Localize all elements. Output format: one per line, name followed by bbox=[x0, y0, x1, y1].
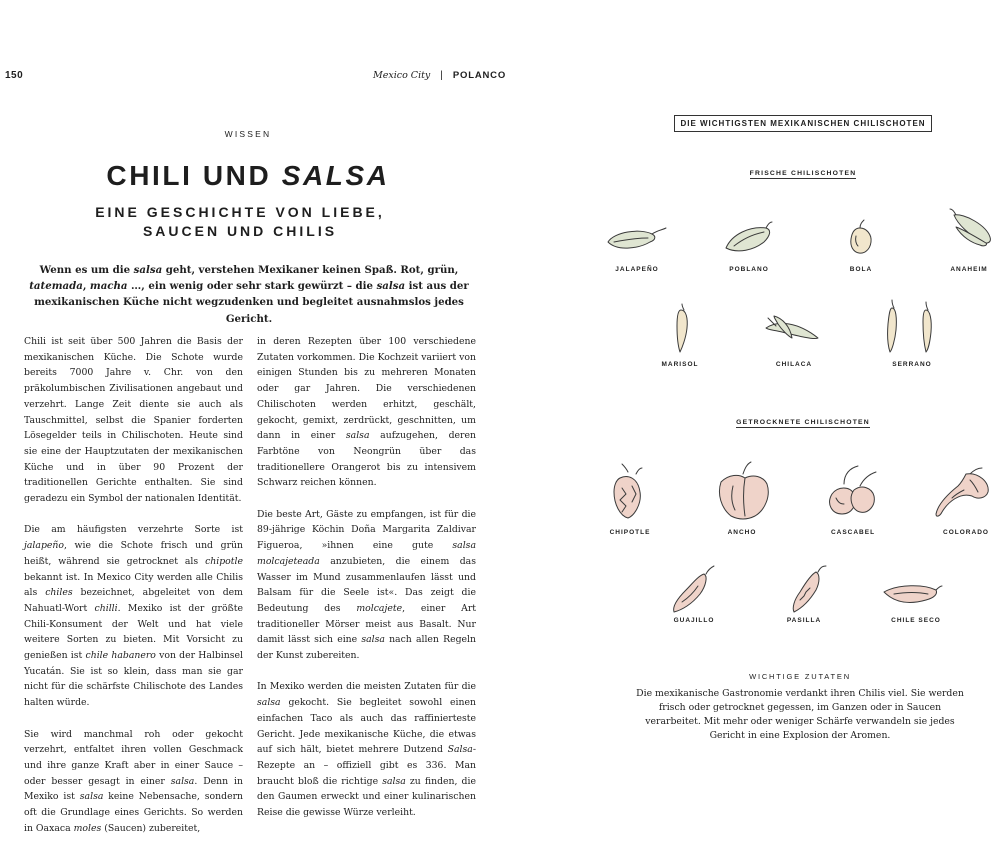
chili-stem-line bbox=[860, 472, 876, 486]
chili-stem-line bbox=[936, 586, 942, 590]
running-header bbox=[373, 70, 506, 81]
chili-stem-line bbox=[926, 302, 928, 310]
body-text-run: jalapeño bbox=[24, 540, 64, 552]
chili-stem-line bbox=[636, 468, 642, 474]
body-text-run: in deren Rezepten über 100 verschiedene Zutaten vorkommen. Die Kochzeit variiert von einigen Stunden bis zu mehreren Monaten oder gar Jahren. Die verschiedenen Chilischoten werden erhitzt, geschält, gekocht, gemixt, zerdrückt, geschnitten, um dann in einer bbox=[257, 336, 476, 442]
chili-body bbox=[851, 228, 871, 253]
bola-illustration bbox=[846, 220, 876, 260]
running-header-district: POLANCO bbox=[452, 70, 507, 81]
body-text-run: zu finden, die den Gaumen erweckt und einer kulinarischen Reise die gewisse Würze verleiht. bbox=[257, 775, 476, 819]
dried-chilis-heading bbox=[720, 419, 886, 426]
fresh-chilis-heading-text: FRISCHE CHILISCHOTEN bbox=[749, 170, 857, 177]
body-text-run: salsa bbox=[345, 430, 370, 442]
body-column-2 bbox=[257, 334, 476, 836]
body-text-run: . Mexiko ist der größte Chili-Konsument der Welt und hat viele weitere Sorten zu bieten. Mit Vorsicht zu genießen ist bbox=[24, 602, 243, 662]
ingredients-note-text: Die mexikanische Gastronomie verdankt ihren Chilis viel. Sie werden frisch oder getrocknet gegessen, im Ganzen oder in Saucen verarbeitet. Mit mehr oder weniger Schärfe verwandeln sie jedes Gericht in eine Explosion der Aromen. bbox=[636, 688, 964, 741]
body-text-run: keine Nebensache, sondern oft die Grundlage eines Gerichts. So werden in Oaxaca bbox=[24, 791, 244, 834]
dried-chilis-heading-text: GETROCKNETE CHILISCHOTEN bbox=[736, 419, 870, 426]
chili-label-ancho: ANCHO bbox=[727, 529, 757, 536]
chili-body bbox=[851, 487, 874, 512]
body-text-run: Salsa bbox=[447, 744, 473, 756]
body-text-run: salsa bbox=[170, 775, 195, 787]
article-subtitle-line1: EINE GESCHICHTE VON LIEBE, bbox=[95, 204, 385, 220]
body-text-run: salsa molcajeteada bbox=[257, 540, 476, 567]
body-text-run: In Mexiko werden die meisten Zutaten für die bbox=[257, 681, 476, 693]
body-text-run: nach allen Regeln der Kunst zubereiten. bbox=[257, 634, 476, 662]
body-text-run: salsa bbox=[79, 791, 104, 803]
chili-stem-line bbox=[818, 566, 826, 572]
body-text-run: molcajete bbox=[356, 602, 403, 614]
lead-text-run: geht, verstehen Mexikaner keinen Spaß. Rot, grün, bbox=[162, 264, 459, 276]
chili-label-bola: BOLA bbox=[849, 266, 873, 273]
article-lead bbox=[24, 262, 474, 327]
ingredients-note-heading: WICHTIGE ZUTATEN bbox=[749, 672, 851, 681]
running-header-separator: | bbox=[440, 70, 443, 81]
chipotle-illustration bbox=[608, 464, 652, 524]
body-text-run: , einer Art traditioneller Mörser meist aus Basalt. Nur damit lässt sich eine bbox=[257, 602, 477, 646]
body-text-run: chiles bbox=[45, 587, 73, 599]
chili-label-guajillo: GUAJILLO bbox=[673, 617, 715, 624]
lead-text-run: salsa bbox=[133, 264, 163, 276]
body-paragraph bbox=[24, 522, 243, 710]
body-text-run: -Rezepte an – offiziell gibt es 336. Man braucht bloß die richtige bbox=[257, 744, 476, 787]
lead-text-run: tatemada bbox=[29, 280, 83, 293]
chili-stem-line bbox=[622, 464, 628, 472]
chili-stem-line bbox=[706, 566, 714, 574]
chili-stem-line bbox=[950, 209, 956, 215]
lead-text-run: …, ein wenig oder sehr stark gewürzt – die bbox=[127, 280, 377, 293]
body-column-1 bbox=[24, 334, 243, 852]
jalapeno-illustration bbox=[600, 222, 670, 256]
chili-stem-line bbox=[743, 462, 751, 474]
body-text-run: bekannt ist. In Mexico City werden alle Chilis als bbox=[24, 571, 243, 599]
article-title-part2: SALSA bbox=[281, 160, 390, 191]
body-text-run: Chili ist seit über 500 Jahren die Basis der mexikanischen Küche. Die Schote wurde bereits 7000 Jahre v. Chr. von den präkolumbischen Zivilisationen angebaut und verzehrt. Lange Zeit diente sie auch als Tauschmittel, selbst die Spanier forderten Lösegelder teils in Chilischoten. Heute sind sie eine der Hauptzutaten der mexikanischen Küche und in über 90 Prozent der traditionellen Gerichte enthalten. Sie sind geradezu ein Symbol der nationalen Identität. bbox=[24, 336, 243, 505]
article-kicker: WISSEN bbox=[224, 129, 272, 139]
lead-text-run: Wenn es um die bbox=[39, 264, 134, 276]
chile-seco-illustration bbox=[878, 580, 942, 610]
body-text-run: salsa bbox=[382, 775, 406, 787]
infographic-title: DIE WICHTIGSTEN MEXIKANISCHEN CHILISCHOTEN bbox=[674, 115, 932, 132]
lead-text-run: , bbox=[82, 280, 90, 293]
article-subtitle bbox=[0, 203, 480, 241]
chili-stem-line bbox=[844, 466, 858, 484]
chili-stem-line bbox=[652, 228, 666, 234]
body-paragraph bbox=[24, 727, 243, 837]
body-paragraph bbox=[257, 334, 476, 491]
body-text-run: . Denn in Mexiko ist bbox=[24, 775, 243, 803]
article-title bbox=[0, 160, 496, 192]
chili-label-anaheim: ANAHEIM bbox=[950, 266, 988, 273]
chili-body bbox=[936, 474, 988, 516]
body-text-run: Die beste Art, Gäste zu empfangen, ist für die 89-jährige Köchin Doña Margarita Zaldivar Figueroa, »ihnen eine gute bbox=[257, 508, 476, 552]
chili-label-marisol: MARISOL bbox=[661, 361, 699, 368]
anaheim-illustration bbox=[946, 205, 996, 255]
article-title-part1: CHILI UND bbox=[106, 160, 282, 191]
page-number: 150 bbox=[5, 70, 24, 81]
chilaca-illustration bbox=[762, 308, 822, 348]
body-text-run: von der Halbinsel Yucatán. Sie ist so klein, dass man sie gar nicht für die schärfste Chilischote des Landes halten würde. bbox=[24, 650, 244, 709]
chili-body bbox=[923, 310, 931, 352]
chili-label-serrano: SERRANO bbox=[892, 361, 932, 368]
body-paragraph bbox=[257, 507, 476, 664]
chili-label-pasilla: PASILLA bbox=[786, 617, 822, 624]
body-text-run: anzubieten, die einem das Wasser im Mund zusammenlaufen lässt und Balsam für die Seele ist«. Das zeigt die Bedeutung des bbox=[257, 555, 476, 614]
guajillo-illustration bbox=[668, 566, 718, 614]
chili-body bbox=[888, 308, 897, 352]
chili-body bbox=[726, 228, 770, 251]
body-text-run: salsa bbox=[257, 697, 281, 709]
chili-body bbox=[677, 310, 687, 352]
chili-body bbox=[884, 586, 937, 603]
body-text-run: bezeichnet, abgeleitet von dem Nahuatl-Wort bbox=[24, 587, 244, 614]
chili-label-cascabel: CASCABEL bbox=[830, 529, 876, 536]
chili-label-chipotle: CHIPOTLE bbox=[609, 529, 651, 536]
body-text-run: chipotle bbox=[205, 555, 243, 567]
chili-body bbox=[674, 574, 706, 612]
body-text-run: moles bbox=[73, 822, 102, 834]
body-text-run: Die am häufigsten verzehrte Sorte ist bbox=[24, 524, 243, 536]
chili-label-chile-seco: CHILE SECO bbox=[891, 617, 941, 624]
body-text-run: (Saucen) zubereitet, bbox=[101, 822, 201, 834]
chili-label-jalapeno: JALAPEÑO bbox=[615, 266, 659, 273]
body-text-run: aufzugehen, deren Farbtöne von Neongrün über das traditionellere Orangerot bis zu intensivem Schwarz reichen können. bbox=[257, 430, 476, 489]
chili-body bbox=[614, 477, 640, 518]
fresh-chilis-heading bbox=[720, 170, 886, 177]
chili-label-poblano: POBLANO bbox=[729, 266, 769, 273]
pasilla-illustration bbox=[786, 566, 830, 614]
chili-stem-line bbox=[860, 220, 864, 228]
body-text-run: gekocht. Sie begleitet sowohl einen einfachen Taco als auch das raffinierteste Gericht. Jede mexikanische Küche, die etwas auf sich hält, bietet mehrere Dutzend bbox=[257, 697, 476, 756]
lead-text-run: ist aus der mexikanischen Küche nicht wegzudenken und begleitet ausnahmslos jedes Gericht. bbox=[34, 280, 469, 325]
body-text-run: salsa bbox=[361, 634, 385, 646]
body-paragraph bbox=[24, 334, 243, 507]
lead-text-run: salsa bbox=[376, 280, 406, 293]
body-text-run: , wie die Schote frisch und grün heißt, während sie getrocknet als bbox=[24, 540, 243, 567]
article-subtitle-line2: SAUCEN UND CHILIS bbox=[142, 223, 338, 239]
chili-stem-line bbox=[892, 300, 894, 308]
chili-label-chilaca: CHILACA bbox=[775, 361, 813, 368]
ancho-illustration bbox=[715, 462, 773, 524]
running-header-city: Mexico City bbox=[373, 70, 431, 81]
chili-stem-line bbox=[766, 222, 772, 228]
marisol-illustration bbox=[672, 304, 692, 354]
cascabel-illustration bbox=[820, 464, 880, 520]
colorado-illustration bbox=[932, 468, 994, 524]
chili-stem-line bbox=[682, 304, 684, 310]
poblano-illustration bbox=[722, 222, 776, 258]
body-text-run: Sie wird manchmal roh oder gekocht verzehrt, entfaltet ihren vollen Geschmack und ihre ganze Kraft aber in einer Sauce – oder besser gesagt in einer bbox=[24, 728, 243, 787]
chili-label-colorado: COLORADO bbox=[943, 529, 989, 536]
serrano-illustration bbox=[880, 300, 942, 356]
lead-text-run: macha bbox=[89, 280, 128, 293]
body-text-run: chilli bbox=[94, 602, 118, 614]
chili-stem-line bbox=[970, 468, 982, 474]
body-text-run: chile habanero bbox=[85, 650, 156, 662]
